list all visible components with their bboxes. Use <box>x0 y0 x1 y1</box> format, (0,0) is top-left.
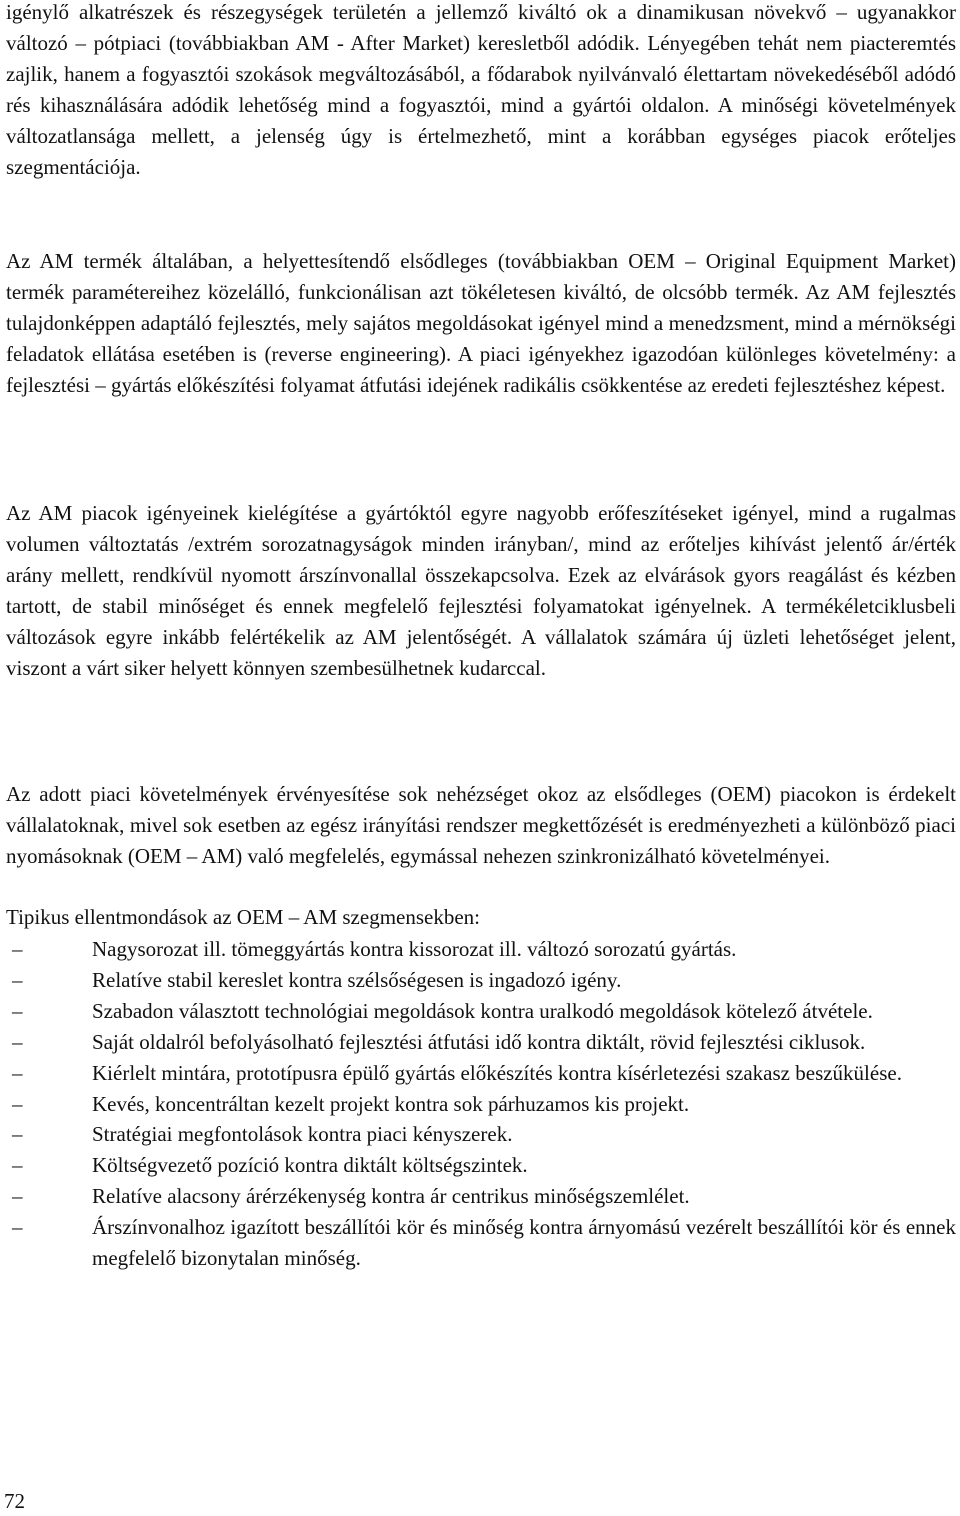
list-dash-marker: – <box>12 937 23 961</box>
list-item-text: Stratégiai megfontolások kontra piaci kényszerek. <box>92 1122 513 1147</box>
paragraph-3: Az AM piacok igényeinek kielégítése a gyártóktól egyre nagyobb erőfeszítéseket igényel, mind a rugalmas volumen változtatás /extrém sorozatnagyságok minden irányban/, mind az erőteljes kihívást jelentő ár/érték arány mellett, rendkívül nyomott árszínvonallal összekapcsolva. Ezek az elvárások gyors reagálást és kézben tartott, de stabil minőséget és ennek megfelelő fejlesztési folyamatokat igényelnek. A termékéletciklusbeli változások egyre inkább felértékelik az AM jelentőségét. A vállalatok számára új üzleti lehetőséget jelent, viszont a várt siker helyett könnyen szembesülhetnek kudarccal. <box>6 501 956 680</box>
list-item <box>6 1181 956 1212</box>
list-dash-marker: – <box>12 1029 23 1054</box>
list-dash-marker: – <box>12 967 23 992</box>
list-item <box>6 1027 956 1058</box>
list-dash-marker: – <box>12 1091 23 1116</box>
list-dash-marker: – <box>12 998 23 1023</box>
list-item-text: Kiérlelt mintára, prototípusra épülő gyártás előkészítés kontra kísérletezési szakasz beszűkülése. <box>92 1060 902 1085</box>
list-item-text: Szabadon választott technológiai megoldások kontra uralkodó megoldások kötelező átvétele. <box>92 998 873 1023</box>
list-item <box>6 1058 956 1089</box>
list-item-text: Árszínvonalhoz igazított beszállítói kör és minőség kontra árnyomású vezérelt beszállítói kör és ennek megfelelő bizonytalan minőség. <box>92 1215 956 1271</box>
list-item-text: Költségvezető pozíció kontra diktált költségszintek. <box>92 1153 528 1178</box>
list-dash-marker: – <box>12 1060 23 1085</box>
contradictions-list <box>6 934 956 1274</box>
list-item-text: Relatíve alacsony árérzékenység kontra ár centrikus minőségszemlélet. <box>92 1184 690 1209</box>
list-dash-marker: – <box>12 1184 23 1209</box>
list-item-text: Relatíve stabil kereslet kontra szélsőségesen is ingadozó igény. <box>92 967 622 992</box>
list-dash-marker: – <box>12 1153 23 1178</box>
list-item <box>6 996 956 1027</box>
paragraph-4: Az adott piaci követelmények érvényesítése sok nehézséget okoz az elsődleges (OEM) piacokon is érdekelt vállalatoknak, mivel sok esetben az egész irányítási rendszer megkettőzését is eredményezheti a különböző piaci nyomásoknak (OEM – AM) való megfelelés, egymással nehezen szinkronizálható követelményei. <box>6 782 956 868</box>
list-dash-marker: – <box>12 1122 23 1147</box>
list-dash-marker: – <box>12 1215 23 1240</box>
list-item-text: Saját oldalról befolyásolható fejlesztési átfutási idő kontra diktált, rövid fejlesztési ciklusok. <box>92 1029 866 1054</box>
paragraph-1: igénylő alkatrészek és részegységek területén a jellemző kiváltó ok a dinamikusan növekvő – ugyanakkor változó – pótpiaci (továbbiakban AM - After Market) keresletből adódik. Lényegében tehát nem piacteremtés zajlik, hanem a fogyasztói szokások megváltozásából, a fődarabok nyilvánvaló élettartam növekedéséből adódó rés kihasználására adódik lehetőség mind a fogyasztói, mind a gyártói oldalon. A minőségi követelmények változatlansága mellett, a jelenség úgy is értelmezhető, mint a korábban egységes piacok erőteljes szegmentációja. <box>6 0 956 179</box>
list-item <box>6 1089 956 1120</box>
list-item-text: Nagysorozat ill. tömeggyártás kontra kissorozat ill. változó sorozatú gyártás. <box>92 937 737 961</box>
list-item <box>6 965 956 996</box>
page-number: 72 <box>4 1489 25 1513</box>
list-item <box>6 1150 956 1181</box>
list-item <box>6 1212 956 1274</box>
paragraph-2: Az AM termék általában, a helyettesítendő elsődleges (továbbiakban OEM – Original Equipment Market) termék paramétereihez közelálló, funkcionálisan azt tökéletesen kiváltó, de olcsóbb termék. Az AM fejlesztés tulajdonképpen adaptáló fejlesztés, mely sajátos megoldásokat igényel mind a menedzsment, mind a mérnökségi feladatok ellátása esetében is (reverse engineering). A piaci igényekhez igazodóan különleges követelmény: a fejlesztési – gyártás előkészítési folyamat átfutási idejének radikális csökkentése az eredeti fejlesztéshez képest. <box>6 249 956 397</box>
list-intro: Tipikus ellentmondások az OEM – AM szegmensekben: <box>6 905 481 929</box>
list-item <box>6 934 956 965</box>
list-item <box>6 1119 956 1150</box>
list-item-text: Kevés, koncentráltan kezelt projekt kontra sok párhuzamos kis projekt. <box>92 1091 690 1116</box>
